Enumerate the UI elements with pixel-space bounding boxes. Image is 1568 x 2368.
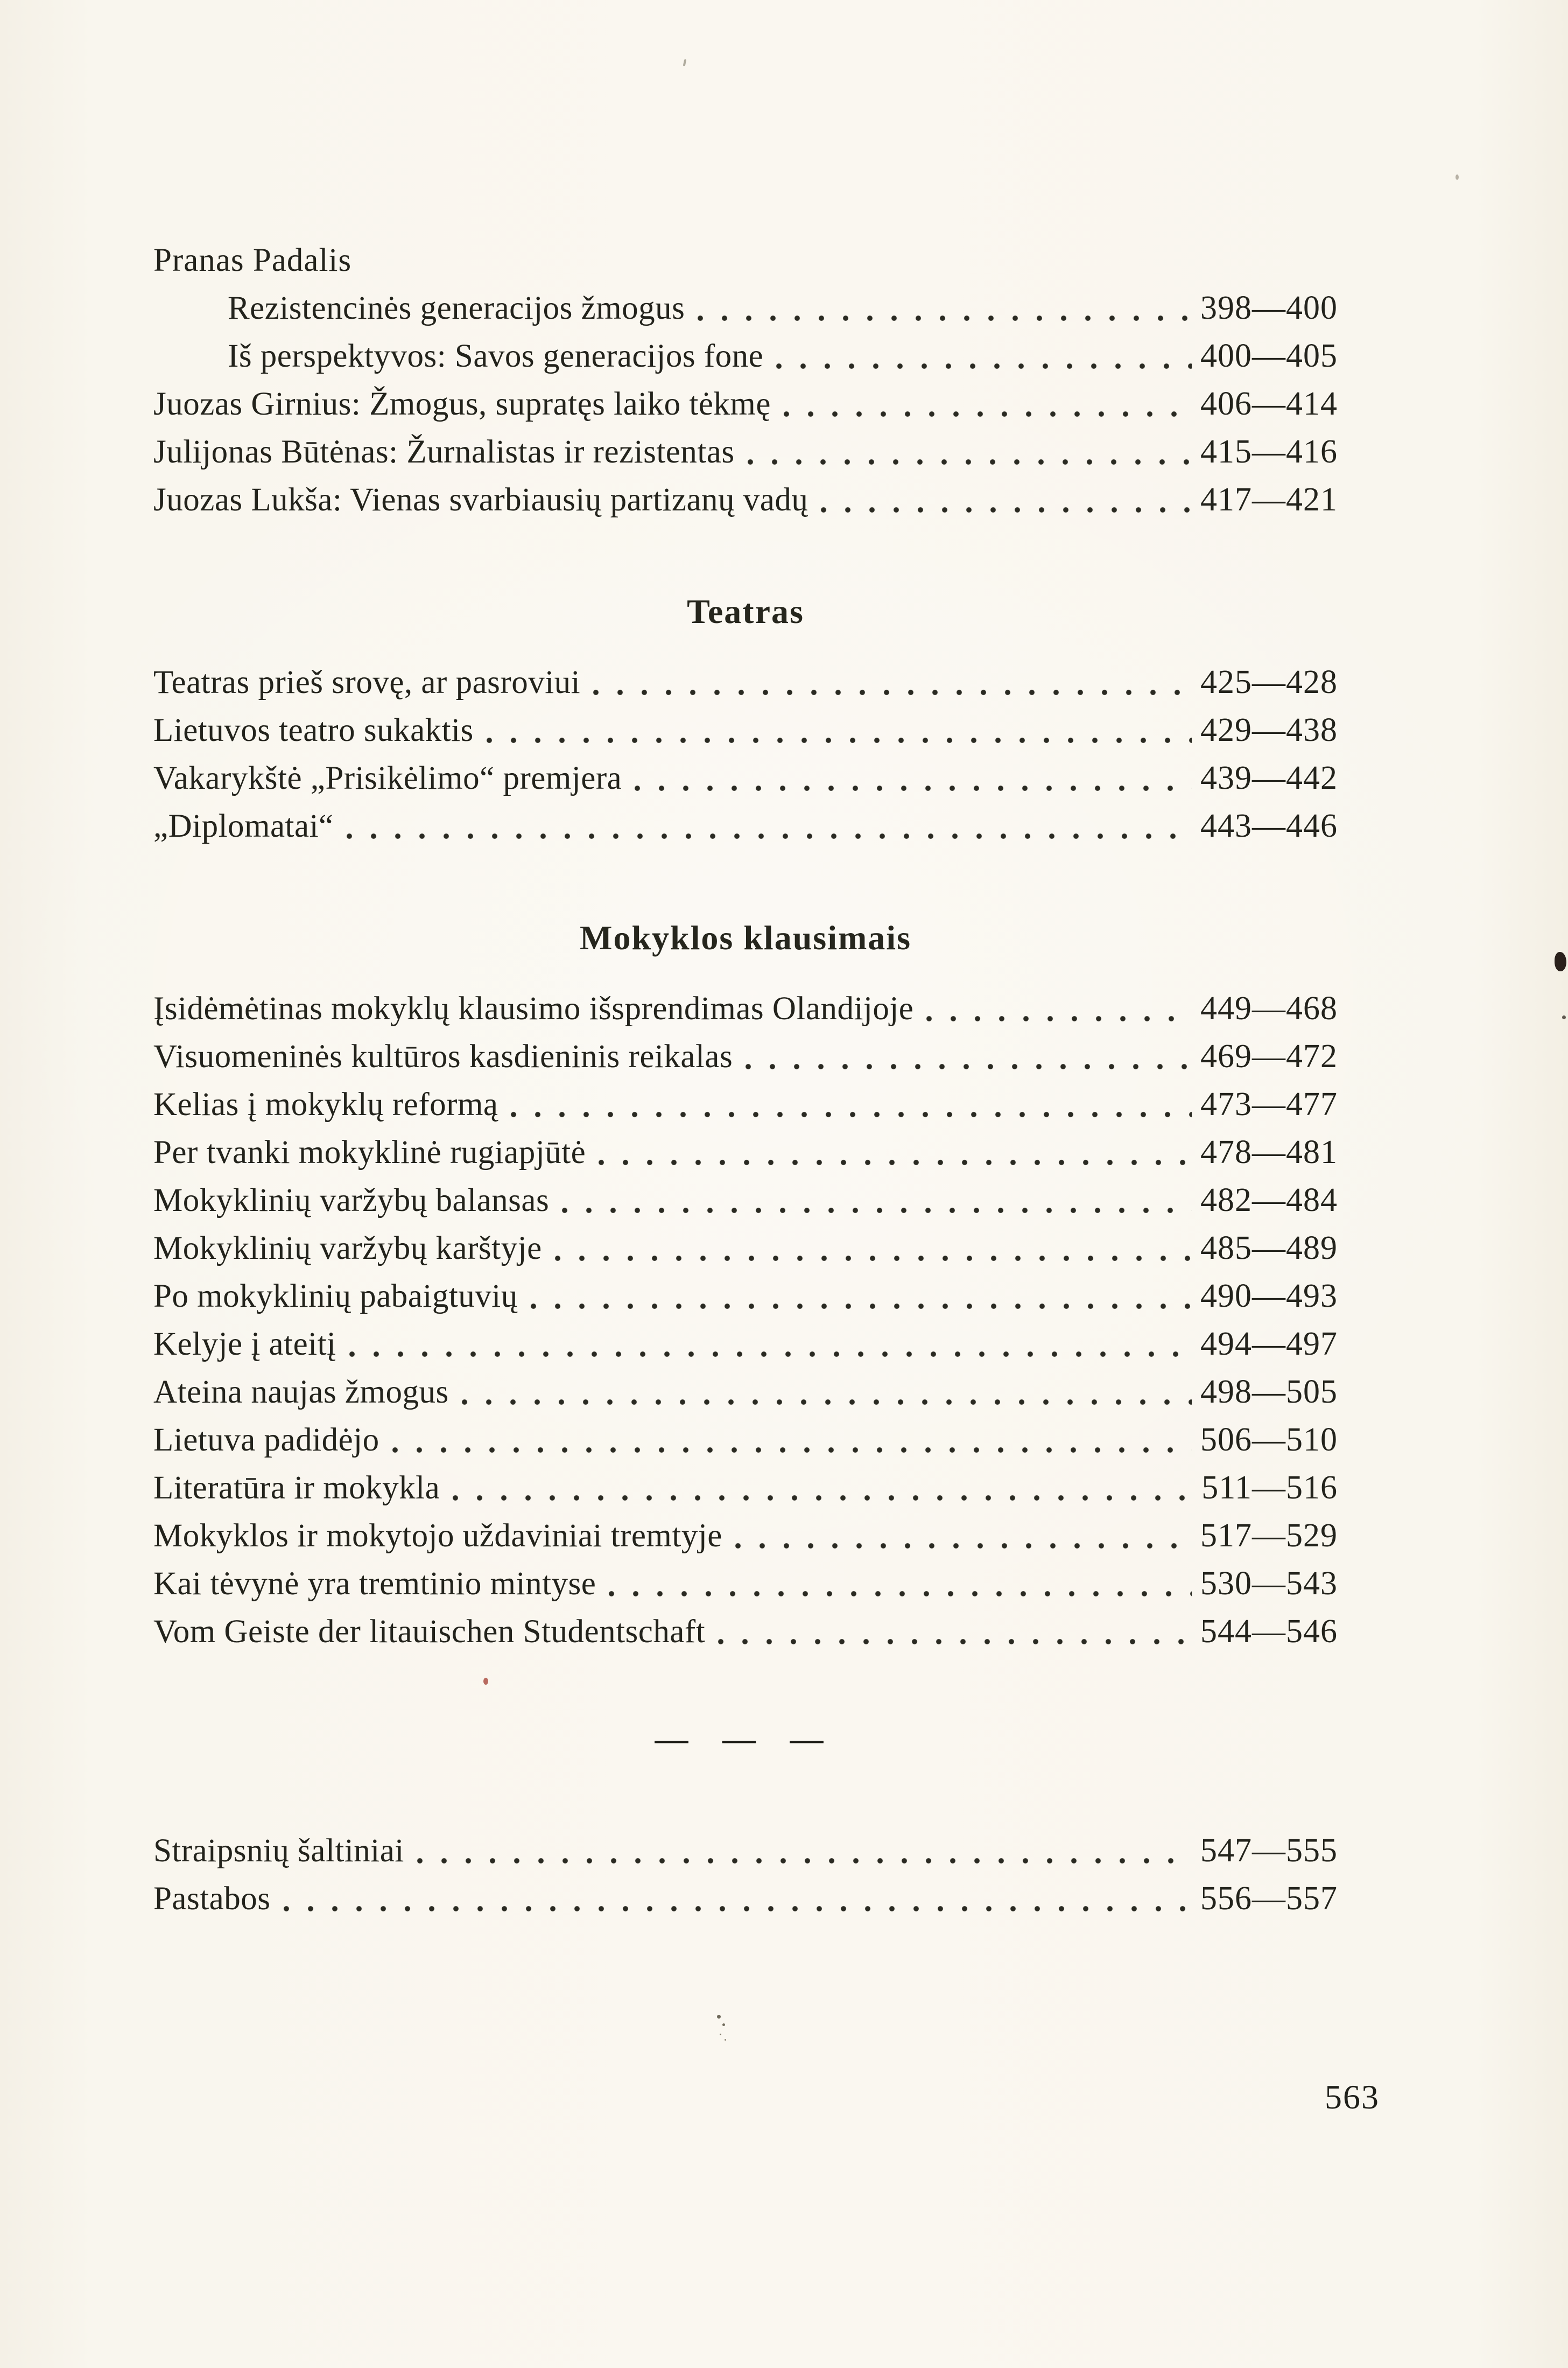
- toc-entry-row: [153, 1224, 1338, 1272]
- toc-entry-row: [153, 658, 1338, 706]
- entry-pages: 485—489: [1200, 1230, 1338, 1266]
- toc-entry-row: [153, 1033, 1338, 1081]
- toc-entry-row: [153, 1176, 1338, 1224]
- dot-leader: [561, 1206, 1192, 1215]
- section-divider: — — —: [655, 1721, 836, 1757]
- toc-entry-row: [153, 428, 1338, 476]
- entry-title: Po mokyklinių pabaigtuvių: [153, 1278, 518, 1314]
- entry-title: Įsidėmėtinas mokyklų klausimo išsprendimas Olandijoje: [153, 991, 914, 1027]
- dot-leader: [783, 409, 1192, 419]
- section-heading-teatras: Teatras: [687, 592, 804, 630]
- entry-title: Visuomeninės kultūros kasdieninis reikalas: [153, 1039, 733, 1075]
- dot-leader: [820, 505, 1192, 515]
- dot-leader: [734, 1541, 1192, 1551]
- scan-artifact-edge-blob: [1555, 952, 1566, 971]
- dot-leader: [461, 1397, 1192, 1407]
- dot-leader: [597, 1158, 1192, 1167]
- entry-title: Rezistencinės generacijos žmogus: [228, 290, 685, 326]
- entry-title: Pastabos: [153, 1881, 271, 1917]
- toc-entry-row: [153, 754, 1338, 802]
- entry-pages: 400—405: [1200, 338, 1338, 374]
- toc-entry-row: [153, 284, 1338, 332]
- dot-leader: [744, 1062, 1192, 1071]
- toc-entry-row: [153, 1272, 1338, 1320]
- section-heading-mokyklos: Mokyklos klausimais: [580, 919, 911, 957]
- entry-pages: 429—438: [1200, 712, 1338, 748]
- entry-pages: 482—484: [1200, 1182, 1338, 1218]
- toc-entry-row: [153, 802, 1338, 850]
- dot-leader: [592, 688, 1192, 697]
- entry-pages: 494—497: [1200, 1326, 1338, 1362]
- toc-content: [153, 237, 1338, 1923]
- entry-pages: 478—481: [1200, 1134, 1338, 1171]
- entry-pages: 511—516: [1201, 1469, 1338, 1506]
- scan-artifact-edge-dot: [1562, 1015, 1566, 1019]
- page-number: 563: [1325, 2078, 1380, 2116]
- dot-leader: [530, 1301, 1192, 1311]
- toc-entry-row: [153, 332, 1338, 380]
- entry-pages: 415—416: [1200, 433, 1338, 470]
- entry-pages: 425—428: [1200, 664, 1338, 700]
- dot-leader: [554, 1253, 1192, 1263]
- entry-title: Juozas Girnius: Žmogus, supratęs laiko tėkmę: [153, 386, 771, 422]
- entry-title: Juozas Lukša: Vienas svarbiausių partizanų vadų: [153, 482, 808, 518]
- entry-title: Per tvanki mokyklinė rugiapjūtė: [153, 1134, 586, 1171]
- author-heading: Pranas Padalis: [153, 242, 352, 278]
- entry-pages: 417—421: [1200, 481, 1338, 518]
- scan-artifact-smudge: [717, 2015, 721, 2019]
- entry-pages: 506—510: [1200, 1421, 1338, 1458]
- entry-title: Straipsnių šaltiniai: [153, 1833, 404, 1869]
- toc-entry-row: [153, 706, 1338, 754]
- dot-leader: [510, 1110, 1192, 1119]
- dot-leader: [283, 1904, 1192, 1914]
- entry-title: Mokyklinių varžybų balansas: [153, 1182, 550, 1218]
- entry-title: Ateina naujas žmogus: [153, 1374, 449, 1410]
- dot-leader: [348, 1349, 1192, 1359]
- entry-title: Lietuva padidėjo: [153, 1422, 379, 1458]
- entry-pages: 556—557: [1200, 1880, 1338, 1917]
- toc-entry-row: [153, 1512, 1338, 1560]
- entry-title: Kelyje į ateitį: [153, 1326, 336, 1362]
- toc-entry-row: [153, 476, 1338, 524]
- entry-pages: 547—555: [1200, 1832, 1338, 1869]
- toc-entry-row: [153, 380, 1338, 428]
- entry-pages: 544—546: [1200, 1613, 1338, 1650]
- entry-title: Iš perspektyvos: Savos generacijos fone: [228, 338, 764, 374]
- entry-title: Mokyklinių varžybų karštyje: [153, 1230, 542, 1266]
- toc-entry-row: [153, 1368, 1338, 1416]
- entry-title: Literatūra ir mokykla: [153, 1470, 440, 1506]
- toc-entry-row: [153, 1081, 1338, 1129]
- entry-title: Vakarykštė „Prisikėlimo“ premjera: [153, 760, 622, 796]
- toc-entry-row: [153, 1464, 1338, 1512]
- dot-leader: [416, 1856, 1192, 1866]
- entry-pages: 449—468: [1200, 990, 1338, 1027]
- entry-title: Teatras prieš srovę, ar pasroviui: [153, 664, 581, 700]
- dot-leader: [697, 313, 1192, 323]
- dot-leader: [634, 783, 1192, 793]
- toc-entry-row: [153, 985, 1338, 1033]
- entry-title: „Diplomatai“: [153, 808, 334, 844]
- scan-artifact-speck: [683, 59, 687, 67]
- toc-entry-row: [153, 1608, 1338, 1656]
- dot-leader: [775, 361, 1192, 371]
- dot-leader: [717, 1637, 1192, 1647]
- dot-leader: [747, 457, 1192, 467]
- footer-entries: [153, 1827, 1338, 1923]
- entry-title: Vom Geiste der litauischen Studentschaft: [153, 1614, 706, 1650]
- entry-title: Lietuvos teatro sukaktis: [153, 712, 474, 748]
- dot-leader: [452, 1493, 1193, 1503]
- entry-pages: 469—472: [1200, 1038, 1338, 1075]
- entry-title: Kelias į mokyklų reformą: [153, 1087, 498, 1123]
- entry-pages: 443—446: [1200, 808, 1338, 844]
- toc-entry-row: [153, 1560, 1338, 1608]
- entry-pages: 530—543: [1200, 1565, 1338, 1602]
- toc-entry-row: [153, 1416, 1338, 1464]
- toc-entry-row: [153, 1827, 1338, 1875]
- entry-pages: 498—505: [1200, 1374, 1338, 1410]
- toc-entry-row: [153, 1320, 1338, 1368]
- entry-pages: 439—442: [1200, 760, 1338, 796]
- entry-title: Mokyklos ir mokytojo uždaviniai tremtyje: [153, 1518, 722, 1554]
- entry-title: Kai tėvynė yra tremtinio mintyse: [153, 1566, 596, 1602]
- toc-entry-row: [153, 1129, 1338, 1176]
- dot-leader: [608, 1589, 1192, 1599]
- entry-pages: 490—493: [1200, 1278, 1338, 1314]
- entry-pages: 473—477: [1200, 1086, 1338, 1123]
- scan-artifact-speck: [1456, 174, 1459, 180]
- entry-pages: 517—529: [1200, 1517, 1338, 1554]
- entry-pages: 406—414: [1200, 386, 1338, 422]
- entry-pages: 398—400: [1200, 290, 1338, 326]
- toc-entry-row: [153, 1875, 1338, 1923]
- entry-title: Julijonas Būtėnas: Žurnalistas ir rezistentas: [153, 434, 735, 470]
- dot-leader: [486, 735, 1192, 745]
- dot-leader: [391, 1445, 1192, 1455]
- dot-leader: [925, 1014, 1192, 1024]
- dot-leader: [346, 831, 1192, 841]
